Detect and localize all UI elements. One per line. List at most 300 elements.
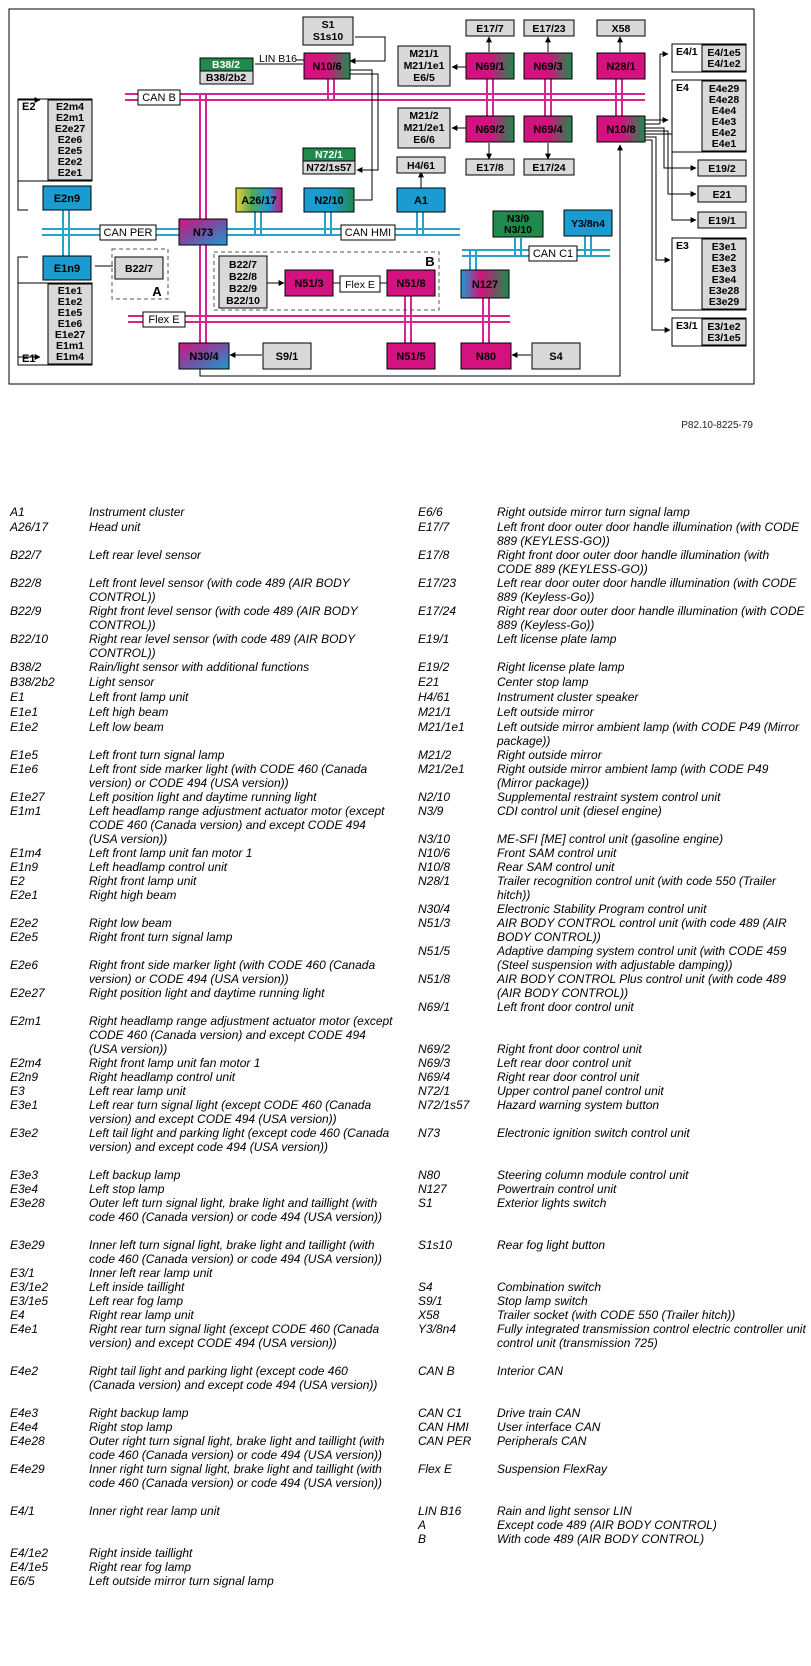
svg-text:N2/10: N2/10 xyxy=(314,195,344,207)
legend-code: E3/1e2 xyxy=(10,1280,49,1294)
svg-text:Flex E: Flex E xyxy=(345,279,375,291)
diagram-reference: P82.10-8225-79 xyxy=(681,420,753,431)
e1-list xyxy=(55,285,86,363)
legend-code: E6/6 xyxy=(418,505,443,519)
n2-10-box xyxy=(304,188,354,212)
legend-code: N2/10 xyxy=(418,790,451,804)
svg-text:M21/2: M21/2 xyxy=(409,110,439,122)
svg-text:E3e2: E3e2 xyxy=(711,252,737,264)
svg-text:E4e29: E4e29 xyxy=(708,83,740,95)
group-e4-label: E4 xyxy=(676,82,689,94)
legend-description: Right headlamp control unit xyxy=(89,1070,236,1084)
legend-description: Left tail light and parking light (except code 460 (Canada version) and except code 494 (USA version)) xyxy=(89,1126,390,1154)
group-e3-label: E3 xyxy=(676,240,689,252)
legend-code: E4e29 xyxy=(10,1462,45,1476)
legend-code: E17/24 xyxy=(418,604,457,618)
legend-description: User interface CAN xyxy=(497,1420,601,1434)
e17-24-box xyxy=(524,159,574,175)
legend-description: Right rear turn signal light (except CODE 460 (Canada version) and except CODE 494 (USA version)) xyxy=(89,1322,380,1350)
legend-description: Right position light and daytime running light xyxy=(89,986,325,1000)
svg-text:CAN PER: CAN PER xyxy=(103,227,153,239)
svg-text:E4/1e5: E4/1e5 xyxy=(707,47,741,59)
svg-text:E2m4: E2m4 xyxy=(55,101,85,113)
group-e2-label: E2 xyxy=(22,101,36,113)
legend-description: Left front door control unit xyxy=(497,1000,634,1014)
legend-description: Drive train CAN xyxy=(497,1406,581,1420)
m21-2-box xyxy=(398,108,450,148)
legend-description: Inner right rear lamp unit xyxy=(89,1504,220,1518)
legend-code: E3e2 xyxy=(10,1126,39,1140)
h4-61-box xyxy=(397,157,445,173)
svg-text:E1e6: E1e6 xyxy=(57,318,83,330)
legend-code: E1e6 xyxy=(10,762,39,776)
svg-text:B38/2: B38/2 xyxy=(211,59,241,71)
svg-text:M21/2e1: M21/2e1 xyxy=(403,122,445,134)
legend-description: Right high beam xyxy=(89,888,177,902)
legend-code: CAN B xyxy=(418,1364,455,1378)
legend-code: E2m4 xyxy=(10,1056,42,1070)
svg-text:E2e5: E2e5 xyxy=(57,145,83,157)
y3-8n4-box xyxy=(564,210,612,236)
legend-code: E3/1e5 xyxy=(10,1294,49,1308)
svg-text:E3e28: E3e28 xyxy=(708,285,740,297)
legend-description: Rear SAM control unit xyxy=(497,860,615,874)
legend-description: Stop lamp switch xyxy=(497,1294,588,1308)
legend-code: S9/1 xyxy=(418,1294,443,1308)
e3-list xyxy=(709,241,740,308)
b-sensors-box xyxy=(219,256,267,308)
legend-description: Right front level sensor (with code 489 (AIR BODY CONTROL)) xyxy=(89,604,358,632)
legend-description: Outer left turn signal light, brake light and taillight (with code 460 (Canada version) or code 494 (USA version)) xyxy=(89,1196,383,1224)
legend-code: E2 xyxy=(10,874,25,888)
legend-code: CAN PER xyxy=(418,1434,472,1448)
a1-box xyxy=(397,188,445,212)
svg-text:E17/8: E17/8 xyxy=(476,162,504,174)
legend-description: Electronic ignition switch control unit xyxy=(497,1126,690,1140)
can-b-label xyxy=(138,90,180,105)
legend-code: E4/1e2 xyxy=(10,1546,49,1560)
legend-code: M21/2 xyxy=(418,748,452,762)
legend-code: N3/9 xyxy=(418,804,444,818)
group-b-label: B xyxy=(425,254,435,269)
svg-text:E1e5: E1e5 xyxy=(57,307,83,319)
legend-code: N73 xyxy=(418,1126,441,1140)
legend-description: Right rear lamp unit xyxy=(89,1308,194,1322)
group-e1-label: E1 xyxy=(22,353,36,365)
legend-description: Combination switch xyxy=(497,1280,602,1294)
s4-box xyxy=(532,343,580,369)
legend-description: Front SAM control unit xyxy=(497,846,617,860)
legend-code: A26/17 xyxy=(10,520,49,534)
legend-code: N10/6 xyxy=(418,846,451,860)
svg-text:E1m1: E1m1 xyxy=(55,340,85,352)
svg-text:E2e2: E2e2 xyxy=(57,156,83,168)
svg-text:E4e4: E4e4 xyxy=(711,105,737,117)
svg-text:N69/1: N69/1 xyxy=(475,61,505,73)
e4-1-list xyxy=(707,47,740,70)
svg-text:Y3/8n4: Y3/8n4 xyxy=(571,218,605,230)
legend-description: Trailer recognition control unit (with code 550 (Trailer hitch)) xyxy=(497,874,777,902)
legend-description: Left rear fog lamp xyxy=(89,1294,184,1308)
svg-text:B22/9: B22/9 xyxy=(228,283,258,295)
legend-description: Left backup lamp xyxy=(89,1168,181,1182)
legend-description: Outer right turn signal light, brake light and taillight (with code 460 (Canada version) or code 494 (USA version)) xyxy=(89,1434,385,1462)
legend-description: Upper control panel control unit xyxy=(497,1084,664,1098)
e3-1-list xyxy=(707,321,740,344)
legend-code: E4/1 xyxy=(10,1504,35,1518)
legend-description: Left rear door control unit xyxy=(497,1056,632,1070)
legend-description: Right front door control unit xyxy=(497,1042,642,1056)
a26-17-box xyxy=(236,188,282,212)
legend-code: N69/1 xyxy=(418,1000,451,1014)
legend-code: E2e2 xyxy=(10,916,39,930)
legend-description: Right front turn signal lamp xyxy=(89,930,233,944)
legend-code: E3/1 xyxy=(10,1266,35,1280)
legend-code: E17/23 xyxy=(418,576,457,590)
svg-text:E1e1: E1e1 xyxy=(57,285,83,297)
legend-code: E3e29 xyxy=(10,1238,45,1252)
legend-description: Left front level sensor (with code 489 (AIR BODY CONTROL)) xyxy=(89,576,350,604)
legend-code: E2n9 xyxy=(10,1070,39,1084)
legend-code: E3e3 xyxy=(10,1168,39,1182)
svg-text:E2m1: E2m1 xyxy=(55,112,85,124)
svg-text:S1s10: S1s10 xyxy=(312,31,344,43)
legend-description: Trailer socket (with CODE 550 (Trailer hitch)) xyxy=(497,1308,736,1322)
legend-code: N51/8 xyxy=(418,972,451,986)
legend-code: A xyxy=(418,1518,427,1532)
n3-9-box xyxy=(493,211,543,237)
svg-text:N69/4: N69/4 xyxy=(533,124,563,136)
legend-code: N69/4 xyxy=(418,1070,451,1084)
can-hmi-label xyxy=(341,225,395,240)
legend-code: N28/1 xyxy=(418,874,451,888)
legend-code: N69/2 xyxy=(418,1042,451,1056)
svg-text:CAN C1: CAN C1 xyxy=(532,248,574,260)
svg-text:E4e1: E4e1 xyxy=(711,138,737,150)
legend-description: Inner left rear lamp unit xyxy=(89,1266,213,1280)
svg-text:E1e2: E1e2 xyxy=(57,296,83,308)
legend-description: CDI control unit (diesel engine) xyxy=(497,804,662,818)
legend-description: Left outside mirror ambient lamp (with CODE P49 (Mirror package)) xyxy=(497,720,800,748)
svg-text:M21/1: M21/1 xyxy=(409,48,439,60)
legend-description: Peripherals CAN xyxy=(497,1434,587,1448)
svg-text:E3e1: E3e1 xyxy=(711,241,737,253)
legend-description: Steering column module control unit xyxy=(497,1168,689,1182)
b38-2-box xyxy=(200,58,253,84)
svg-text:E2n9: E2n9 xyxy=(53,193,81,205)
legend-description: AIR BODY CONTROL Plus control unit (with code 489 (AIR BODY CONTROL)) xyxy=(497,972,787,1000)
svg-text:E3e29: E3e29 xyxy=(708,296,740,308)
legend-code: B22/7 xyxy=(10,548,42,562)
legend-code: N72/1 xyxy=(418,1084,451,1098)
legend-code: E4e4 xyxy=(10,1420,39,1434)
svg-text:N3/9: N3/9 xyxy=(506,213,530,225)
legend-code: S1s10 xyxy=(418,1238,453,1252)
legend-description: Right rear level sensor (with code 489 (AIR BODY CONTROL)) xyxy=(89,632,355,660)
legend-code: E1n9 xyxy=(10,860,39,874)
legend-description: Left front lamp unit xyxy=(89,690,189,704)
can-per-label xyxy=(100,225,156,240)
legend-code: B22/10 xyxy=(10,632,49,646)
svg-text:H4/61: H4/61 xyxy=(406,160,436,172)
svg-text:S4: S4 xyxy=(549,351,563,363)
svg-text:E4e28: E4e28 xyxy=(708,94,740,106)
lin-b16-label: LIN B16 xyxy=(259,53,297,65)
legend-description: Adaptive damping system control unit (with CODE 459 (Steel suspension with adjustable damping)) xyxy=(497,944,787,972)
b22-7-a-box xyxy=(115,257,163,279)
svg-text:N28/1: N28/1 xyxy=(606,61,636,73)
legend-code: E4e1 xyxy=(10,1322,39,1336)
n10-8-box xyxy=(597,116,645,142)
legend-code: B22/8 xyxy=(10,576,42,590)
svg-text:B38/2b2: B38/2b2 xyxy=(205,72,247,84)
legend-code: N127 xyxy=(418,1182,447,1196)
svg-text:E17/24: E17/24 xyxy=(532,162,566,174)
legend-description: Interior CAN xyxy=(497,1364,564,1378)
legend-code: E17/8 xyxy=(418,548,450,562)
legend-description: Right outside mirror ambient lamp (with CODE P49 (Mirror package)) xyxy=(497,762,769,790)
legend-description: Hazard warning system button xyxy=(497,1098,660,1112)
legend-code: E2e1 xyxy=(10,888,39,902)
legend-description: Electronic Stability Program control unit xyxy=(497,902,707,916)
legend-description: Right inside taillight xyxy=(89,1546,193,1560)
svg-text:M21/1e1: M21/1e1 xyxy=(403,60,445,72)
legend-code: M21/1e1 xyxy=(418,720,465,734)
svg-text:N10/6: N10/6 xyxy=(312,61,342,73)
svg-text:N51/3: N51/3 xyxy=(294,278,324,290)
svg-text:E4/1e2: E4/1e2 xyxy=(707,58,741,70)
legend-description: Right rear door outer door handle illumination (with CODE 889 (Keyless-Go)) xyxy=(497,604,805,632)
legend-code: S1 xyxy=(418,1196,433,1210)
e21-box xyxy=(698,186,746,202)
svg-text:CAN B: CAN B xyxy=(142,92,176,104)
e17-23-box xyxy=(524,20,574,36)
legend-description: Right outside mirror xyxy=(497,748,602,762)
legend-description: Left headlamp range adjustment actuator motor (except CODE 460 (Canada version) and except CODE 494 (USA version)) xyxy=(89,804,385,846)
legend-description: Right low beam xyxy=(89,916,172,930)
svg-text:E17/23: E17/23 xyxy=(532,23,566,35)
n51-3-box xyxy=(285,270,333,296)
legend-description: Left outside mirror xyxy=(497,705,594,719)
legend-code: E3e4 xyxy=(10,1182,39,1196)
legend-code: M21/1 xyxy=(418,705,452,719)
svg-text:N69/2: N69/2 xyxy=(475,124,505,136)
legend-description: Left rear door outer door handle illumination (with CODE 889 (Keyless-Go)) xyxy=(497,576,797,604)
svg-text:E1e27: E1e27 xyxy=(54,329,86,341)
legend-description: Left license plate lamp xyxy=(497,632,617,646)
n69-4-box xyxy=(524,116,572,142)
legend-description: Left low beam xyxy=(89,720,164,734)
legend-code: B38/2b2 xyxy=(10,675,55,689)
legend-code: E3e1 xyxy=(10,1098,39,1112)
svg-text:N51/5: N51/5 xyxy=(396,351,426,363)
legend-description: Right tail light and parking light (except code 460 (Canada version) and except code 494 (USA version)) xyxy=(89,1364,378,1392)
svg-text:E1m4: E1m4 xyxy=(55,351,85,363)
svg-text:E2e6: E2e6 xyxy=(57,134,83,146)
legend-code: E19/2 xyxy=(418,660,450,674)
legend-code: E4 xyxy=(10,1308,25,1322)
group-e3-1-label: E3/1 xyxy=(676,320,698,332)
legend-code: X58 xyxy=(418,1308,440,1322)
legend-description: Center stop lamp xyxy=(497,675,589,689)
legend-code: E1e2 xyxy=(10,720,39,734)
svg-text:N72/1: N72/1 xyxy=(314,149,344,161)
can-c1-label xyxy=(529,246,577,261)
legend-code: LIN B16 xyxy=(418,1504,462,1518)
legend-description: ME-SFI [ME] control unit (gasoline engine) xyxy=(497,832,724,846)
n28-1-box xyxy=(597,53,645,79)
legend-description: Left front turn signal lamp xyxy=(89,748,225,762)
e19-1-box xyxy=(698,212,746,228)
legend-code: E4e2 xyxy=(10,1364,39,1378)
legend-code: N51/5 xyxy=(418,944,451,958)
svg-text:E21: E21 xyxy=(712,189,732,201)
legend-description: Left front door outer door handle illumination (with CODE 889 (KEYLESS-GO)) xyxy=(497,520,800,548)
legend-description: Instrument cluster xyxy=(89,505,185,519)
n69-1-box xyxy=(466,53,514,79)
svg-text:N51/8: N51/8 xyxy=(396,278,426,290)
n10-6-box xyxy=(304,53,350,79)
e2-list xyxy=(55,101,86,179)
legend-code: N80 xyxy=(418,1168,441,1182)
legend-code: CAN C1 xyxy=(418,1406,463,1420)
legend-description: Fully integrated transmission control electric controller unit control unit (transmission 725) xyxy=(497,1322,806,1350)
e4-list xyxy=(709,83,740,150)
svg-text:E6/6: E6/6 xyxy=(413,134,435,146)
svg-text:E4e3: E4e3 xyxy=(711,116,737,128)
svg-text:N80: N80 xyxy=(475,351,497,363)
svg-text:Flex E: Flex E xyxy=(148,314,180,326)
legend-code: E1m4 xyxy=(10,846,42,860)
legend-code: E2e27 xyxy=(10,986,45,1000)
legend-code: H4/61 xyxy=(418,690,451,704)
e1n9-box xyxy=(43,256,91,280)
svg-text:E1n9: E1n9 xyxy=(53,263,81,275)
flex-e-label xyxy=(143,312,185,327)
svg-text:A1: A1 xyxy=(413,195,429,207)
legend-description: Right license plate lamp xyxy=(497,660,625,674)
legend-code: N10/8 xyxy=(418,860,451,874)
legend-code: E1e5 xyxy=(10,748,39,762)
legend-code: A1 xyxy=(10,505,25,519)
legend-code: E2e6 xyxy=(10,958,39,972)
svg-text:N73: N73 xyxy=(192,227,214,239)
svg-text:N72/1s57: N72/1s57 xyxy=(306,162,352,174)
e17-7-box xyxy=(466,20,514,36)
svg-text:E3/1e5: E3/1e5 xyxy=(707,332,741,344)
legend-description: Left stop lamp xyxy=(89,1182,165,1196)
legend-description: Exterior lights switch xyxy=(497,1196,607,1210)
svg-text:E19/2: E19/2 xyxy=(708,163,736,175)
svg-text:E2e27: E2e27 xyxy=(54,123,86,135)
svg-text:E6/5: E6/5 xyxy=(413,72,435,84)
legend-description: Instrument cluster speaker xyxy=(497,690,639,704)
legend-description: Left front lamp unit fan motor 1 xyxy=(89,846,253,860)
svg-text:B22/7: B22/7 xyxy=(124,263,154,275)
svg-text:N3/10: N3/10 xyxy=(503,224,533,236)
legend-description: Left position light and daytime running light xyxy=(89,790,317,804)
legend-code: Flex E xyxy=(418,1462,453,1476)
svg-text:E2e1: E2e1 xyxy=(57,167,83,179)
legend-description: Rain/light sensor with additional functions xyxy=(89,660,310,674)
legend-code: M21/2e1 xyxy=(418,762,465,776)
svg-text:N127: N127 xyxy=(471,279,499,291)
n72-1-box xyxy=(303,148,355,174)
legend-description: Rear fog light button xyxy=(497,1238,606,1252)
s1-box xyxy=(303,17,353,45)
legend-code: E6/5 xyxy=(10,1574,35,1588)
svg-text:X58: X58 xyxy=(611,23,631,35)
svg-text:S9/1: S9/1 xyxy=(275,351,299,363)
legend-code: B22/9 xyxy=(10,604,42,618)
n80-box xyxy=(461,343,511,369)
svg-text:E17/7: E17/7 xyxy=(476,23,504,35)
legend-description: Right front lamp unit xyxy=(89,874,197,888)
legend-code: N69/3 xyxy=(418,1056,451,1070)
legend-description: With code 489 (AIR BODY CONTROL) xyxy=(497,1532,705,1546)
svg-text:E3e3: E3e3 xyxy=(711,263,737,275)
e17-8-box xyxy=(466,159,514,175)
legend-description: Light sensor xyxy=(89,675,155,689)
legend-description: Inner left turn signal light, brake light and taillight (with code 460 (Canada version) or code 494 (USA version)) xyxy=(89,1238,383,1266)
legend-description: Supplemental restraint system control unit xyxy=(497,790,721,804)
legend-description: Right outside mirror turn signal lamp xyxy=(497,505,690,519)
network-diagram xyxy=(0,0,811,420)
legend-code: E3e28 xyxy=(10,1196,45,1210)
legend-description: Powertrain control unit xyxy=(497,1182,617,1196)
legend-code: E4e3 xyxy=(10,1406,39,1420)
group-a-label: A xyxy=(152,284,162,299)
legend-description: Left outside mirror turn signal lamp xyxy=(89,1574,274,1588)
legend-description: Except code 489 (AIR BODY CONTROL) xyxy=(497,1518,717,1532)
legend-description: Suspension FlexRay xyxy=(497,1462,608,1476)
svg-text:E4e2: E4e2 xyxy=(711,127,737,139)
legend-description: Head unit xyxy=(89,520,141,534)
legend-code: E3 xyxy=(10,1084,25,1098)
legend-code: N3/10 xyxy=(418,832,451,846)
legend-description: Right stop lamp xyxy=(89,1420,173,1434)
legend-code: E2e5 xyxy=(10,930,39,944)
can-b-bus xyxy=(125,94,645,100)
n51-5-box xyxy=(387,343,435,369)
svg-text:N69/3: N69/3 xyxy=(533,61,563,73)
svg-text:S1: S1 xyxy=(321,19,335,31)
legend-code: S4 xyxy=(418,1280,433,1294)
flex-e-inner-label xyxy=(340,276,380,292)
svg-text:N30/4: N30/4 xyxy=(189,351,219,363)
legend-description: Left high beam xyxy=(89,705,169,719)
legend-description: Right backup lamp xyxy=(89,1406,189,1420)
legend-description: Left rear level sensor xyxy=(89,548,202,562)
svg-text:B22/8: B22/8 xyxy=(228,271,258,283)
legend-code: E1 xyxy=(10,690,25,704)
legend-code: E4e28 xyxy=(10,1434,45,1448)
legend-code: CAN HMI xyxy=(418,1420,469,1434)
legend-code: E17/7 xyxy=(418,520,450,534)
svg-text:A26/17: A26/17 xyxy=(241,195,277,207)
group-e4-1-label: E4/1 xyxy=(676,46,698,58)
svg-text:B22/10: B22/10 xyxy=(226,295,260,307)
legend-code: E1e1 xyxy=(10,705,39,719)
e19-2-box xyxy=(698,160,746,176)
legend-description: AIR BODY CONTROL control unit (with code 489 (AIR BODY CONTROL)) xyxy=(497,916,787,944)
x58-box xyxy=(597,20,645,36)
legend-description: Left front side marker light (with CODE 460 (Canada version) or CODE 494 (USA version)) xyxy=(89,762,368,790)
s9-1-box xyxy=(263,343,311,369)
legend-description: Right front lamp unit fan motor 1 xyxy=(89,1056,261,1070)
legend-code: E19/1 xyxy=(418,632,450,646)
svg-text:N10/8: N10/8 xyxy=(606,124,636,136)
